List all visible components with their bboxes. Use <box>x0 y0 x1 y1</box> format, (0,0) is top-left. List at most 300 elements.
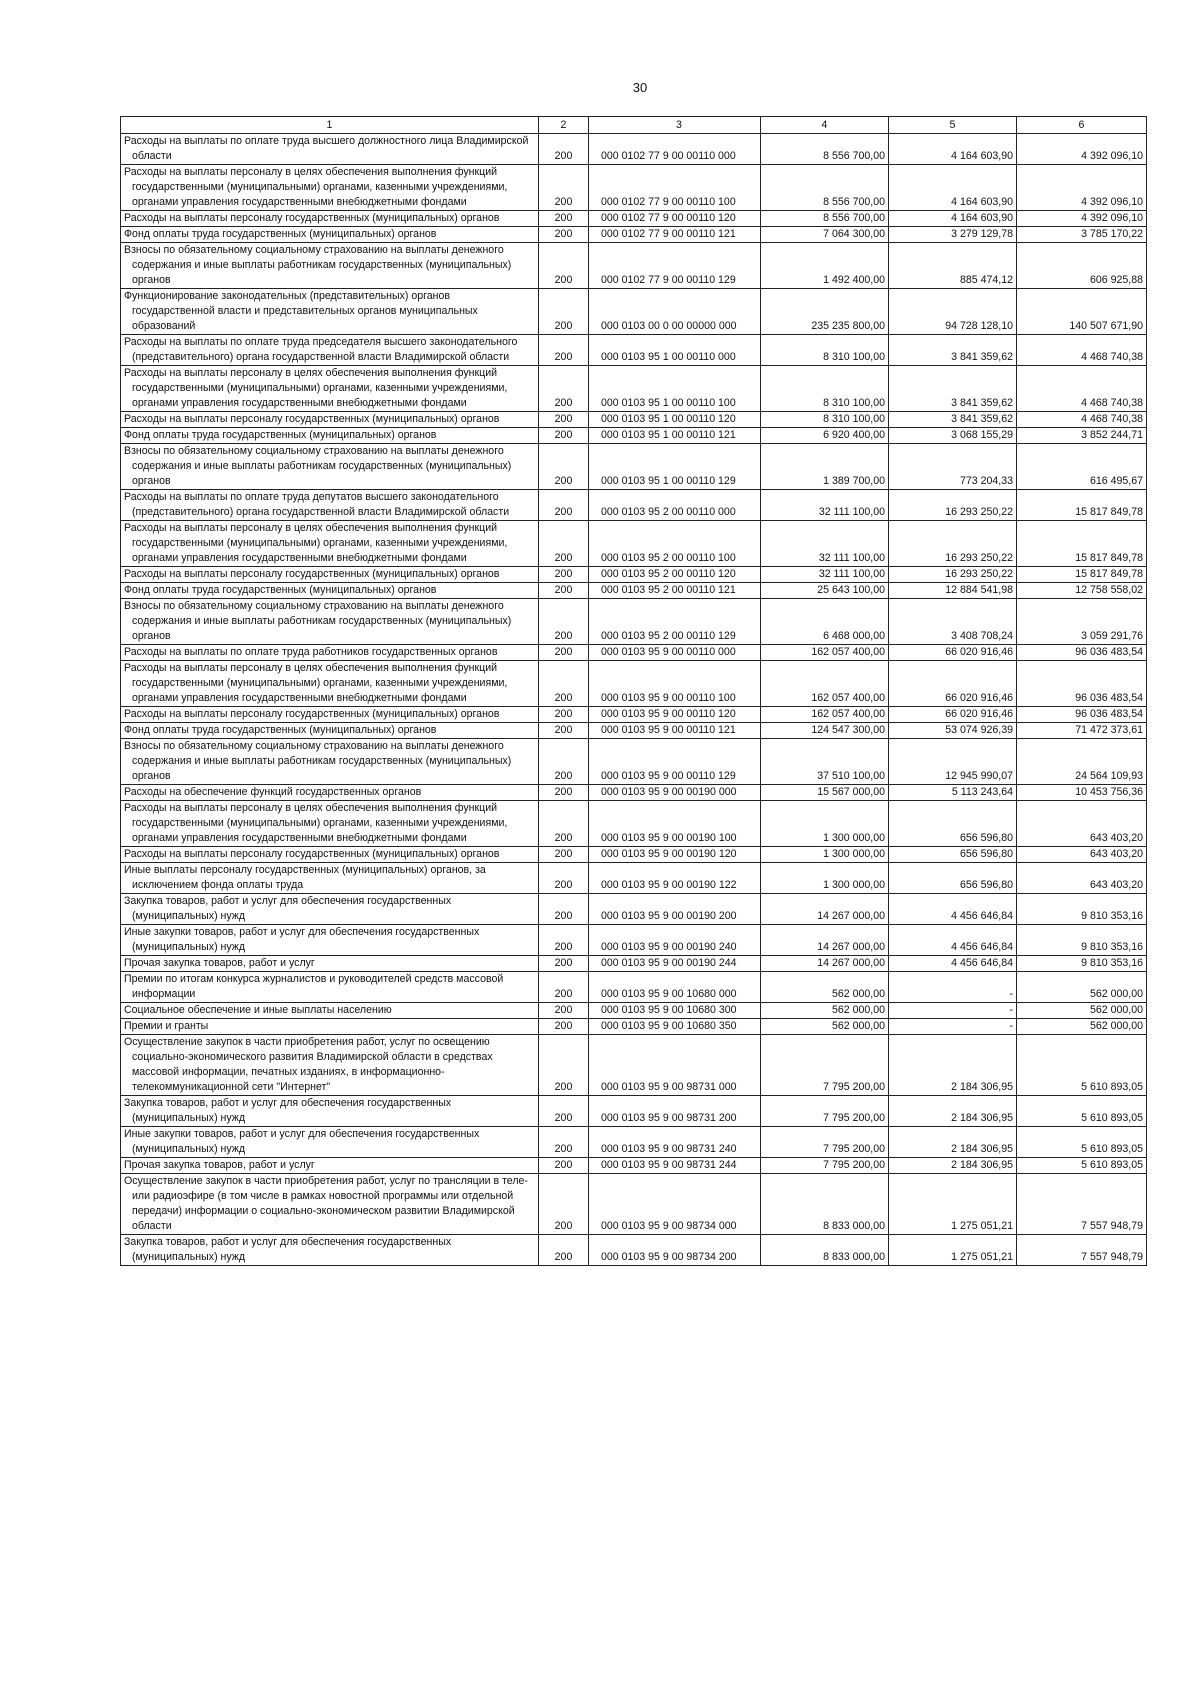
line-code: 200 <box>539 956 589 972</box>
executed-amount: 3 408 708,24 <box>889 599 1017 645</box>
expense-name <box>121 925 539 956</box>
approved-amount: 1 300 000,00 <box>761 863 889 894</box>
table-row <box>121 661 1147 707</box>
executed-amount: - <box>889 1003 1017 1019</box>
approved-amount: 37 510 100,00 <box>761 739 889 785</box>
budget-classification-code: 000 0103 95 9 00 98734 000 <box>589 1174 761 1235</box>
expense-name <box>121 211 539 227</box>
approved-amount: 562 000,00 <box>761 972 889 1003</box>
table-row <box>121 412 1147 428</box>
expense-name-text: Иные выплаты персоналу государственных (муниципальных) органов, за исключением фонда оплаты труда <box>124 864 486 891</box>
expense-name <box>121 1035 539 1096</box>
budget-classification-code: 000 0103 95 2 00 00110 120 <box>589 567 761 583</box>
expense-name-text: Расходы на выплаты персоналу государственных (муниципальных) органов <box>124 568 500 580</box>
column-number: 2 <box>539 117 589 134</box>
unexecuted-amount: 9 810 353,16 <box>1017 956 1147 972</box>
table-row <box>121 1035 1147 1096</box>
expense-name <box>121 1127 539 1158</box>
executed-amount: 4 456 646,84 <box>889 894 1017 925</box>
expense-name <box>121 707 539 723</box>
table-row <box>121 444 1147 490</box>
unexecuted-amount: 3 852 244,71 <box>1017 428 1147 444</box>
table-row <box>121 894 1147 925</box>
executed-amount: 885 474,12 <box>889 243 1017 289</box>
expense-name-text: Иные закупки товаров, работ и услуг для обеспечения государственных (муниципальных) нужд <box>124 1128 480 1155</box>
budget-table <box>120 116 1147 1266</box>
expense-name-text: Осуществление закупок в части приобретения работ, услуг по освещению социально-экономического развития Владимирской области в средствах массовой информации, печатных изданиях, в информационно-телекоммуникационной сети "Интернет" <box>124 1036 493 1093</box>
approved-amount: 32 111 100,00 <box>761 567 889 583</box>
table-row <box>121 1174 1147 1235</box>
unexecuted-amount: 643 403,20 <box>1017 847 1147 863</box>
table-row <box>121 243 1147 289</box>
table-row <box>121 227 1147 243</box>
line-code: 200 <box>539 490 589 521</box>
line-code: 200 <box>539 785 589 801</box>
expense-name <box>121 412 539 428</box>
unexecuted-amount: 15 817 849,78 <box>1017 521 1147 567</box>
table-row <box>121 583 1147 599</box>
budget-classification-code: 000 0103 95 2 00 00110 129 <box>589 599 761 645</box>
table-row <box>121 490 1147 521</box>
expense-name <box>121 645 539 661</box>
line-code: 200 <box>539 661 589 707</box>
approved-amount: 7 795 200,00 <box>761 1035 889 1096</box>
expense-name-text: Премии по итогам конкурса журналистов и руководителей средств массовой информации <box>124 973 504 1000</box>
executed-amount: 656 596,80 <box>889 847 1017 863</box>
unexecuted-amount: 562 000,00 <box>1017 1003 1147 1019</box>
budget-classification-code: 000 0102 77 9 00 00110 000 <box>589 134 761 165</box>
executed-amount: 94 728 128,10 <box>889 289 1017 335</box>
line-code: 200 <box>539 366 589 412</box>
unexecuted-amount: 24 564 109,93 <box>1017 739 1147 785</box>
executed-amount: 2 184 306,95 <box>889 1158 1017 1174</box>
line-code: 200 <box>539 723 589 739</box>
budget-classification-code: 000 0103 00 0 00 00000 000 <box>589 289 761 335</box>
approved-amount: 14 267 000,00 <box>761 956 889 972</box>
approved-amount: 8 310 100,00 <box>761 335 889 366</box>
unexecuted-amount: 3 059 291,76 <box>1017 599 1147 645</box>
unexecuted-amount: 96 036 483,54 <box>1017 707 1147 723</box>
approved-amount: 162 057 400,00 <box>761 707 889 723</box>
expense-name <box>121 289 539 335</box>
unexecuted-amount: 7 557 948,79 <box>1017 1235 1147 1266</box>
executed-amount: 3 841 359,62 <box>889 335 1017 366</box>
expense-name <box>121 567 539 583</box>
table-row <box>121 847 1147 863</box>
column-number: 4 <box>761 117 889 134</box>
expense-name-text: Расходы на выплаты персоналу государственных (муниципальных) органов <box>124 212 500 224</box>
expense-name-text: Расходы на выплаты персоналу государственных (муниципальных) органов <box>124 708 500 720</box>
expense-name <box>121 863 539 894</box>
line-code: 200 <box>539 707 589 723</box>
approved-amount: 8 556 700,00 <box>761 134 889 165</box>
column-number: 3 <box>589 117 761 134</box>
budget-classification-code: 000 0103 95 9 00 00190 122 <box>589 863 761 894</box>
line-code: 200 <box>539 1127 589 1158</box>
expense-name-text: Взносы по обязательному социальному страхованию на выплаты денежного содержания и иные выплаты работникам государственных (муниципальных) органов <box>124 244 512 286</box>
expense-name-text: Закупка товаров, работ и услуг для обеспечения государственных (муниципальных) нужд <box>124 895 452 922</box>
expense-name <box>121 1174 539 1235</box>
executed-amount: 1 275 051,21 <box>889 1235 1017 1266</box>
budget-classification-code: 000 0103 95 9 00 00110 129 <box>589 739 761 785</box>
unexecuted-amount: 96 036 483,54 <box>1017 661 1147 707</box>
expense-name <box>121 444 539 490</box>
executed-amount: 4 164 603,90 <box>889 165 1017 211</box>
line-code: 200 <box>539 1019 589 1035</box>
unexecuted-amount: 7 557 948,79 <box>1017 1174 1147 1235</box>
budget-classification-code: 000 0103 95 9 00 10680 300 <box>589 1003 761 1019</box>
approved-amount: 15 567 000,00 <box>761 785 889 801</box>
budget-classification-code: 000 0103 95 9 00 98734 200 <box>589 1235 761 1266</box>
budget-classification-code: 000 0103 95 2 00 00110 000 <box>589 490 761 521</box>
expense-name <box>121 134 539 165</box>
table-row <box>121 567 1147 583</box>
approved-amount: 1 300 000,00 <box>761 801 889 847</box>
line-code: 200 <box>539 428 589 444</box>
budget-classification-code: 000 0103 95 2 00 00110 121 <box>589 583 761 599</box>
executed-amount: - <box>889 1019 1017 1035</box>
unexecuted-amount: 71 472 373,61 <box>1017 723 1147 739</box>
budget-classification-code: 000 0103 95 9 00 00110 120 <box>589 707 761 723</box>
budget-classification-code: 000 0103 95 9 00 00190 000 <box>589 785 761 801</box>
line-code: 200 <box>539 165 589 211</box>
expense-name-text: Расходы на выплаты персоналу в целях обеспечения выполнения функций государственными (муниципальными) органами, казенными учреждениями, органами управления государственными внебюджетными фондами <box>124 662 508 704</box>
expense-name-text: Расходы на выплаты персоналу в целях обеспечения выполнения функций государственными (муниципальными) органами, казенными учреждениями, органами управления государственными внебюджетными фондами <box>124 522 508 564</box>
expense-name-text: Взносы по обязательному социальному страхованию на выплаты денежного содержания и иные выплаты работникам государственных (муниципальных) органов <box>124 600 512 642</box>
budget-classification-code: 000 0103 95 9 00 00190 100 <box>589 801 761 847</box>
line-code: 200 <box>539 583 589 599</box>
table-row <box>121 1096 1147 1127</box>
expense-name-text: Взносы по обязательному социальному страхованию на выплаты денежного содержания и иные выплаты работникам государственных (муниципальных) органов <box>124 740 512 782</box>
unexecuted-amount: 9 810 353,16 <box>1017 894 1147 925</box>
column-number: 5 <box>889 117 1017 134</box>
expense-name-text: Закупка товаров, работ и услуг для обеспечения государственных (муниципальных) нужд <box>124 1097 452 1124</box>
expense-name <box>121 490 539 521</box>
line-code: 200 <box>539 289 589 335</box>
expense-name <box>121 227 539 243</box>
executed-amount: 4 164 603,90 <box>889 211 1017 227</box>
expense-name <box>121 1235 539 1266</box>
approved-amount: 14 267 000,00 <box>761 894 889 925</box>
line-code: 200 <box>539 847 589 863</box>
executed-amount: 66 020 916,46 <box>889 707 1017 723</box>
expense-name-text: Расходы на выплаты персоналу в целях обеспечения выполнения функций государственными (муниципальными) органами, казенными учреждениями, органами управления государственными внебюджетными фондами <box>124 166 508 208</box>
line-code: 200 <box>539 863 589 894</box>
table-row <box>121 956 1147 972</box>
budget-classification-code: 000 0103 95 1 00 00110 121 <box>589 428 761 444</box>
line-code: 200 <box>539 801 589 847</box>
table-row <box>121 599 1147 645</box>
line-code: 200 <box>539 645 589 661</box>
line-code: 200 <box>539 567 589 583</box>
executed-amount: 12 945 990,07 <box>889 739 1017 785</box>
budget-classification-code: 000 0103 95 1 00 00110 000 <box>589 335 761 366</box>
approved-amount: 6 920 400,00 <box>761 428 889 444</box>
expense-name-text: Премии и гранты <box>124 1020 209 1032</box>
budget-classification-code: 000 0103 95 2 00 00110 100 <box>589 521 761 567</box>
column-number: 6 <box>1017 117 1147 134</box>
table-row <box>121 925 1147 956</box>
unexecuted-amount: 9 810 353,16 <box>1017 925 1147 956</box>
approved-amount: 162 057 400,00 <box>761 645 889 661</box>
approved-amount: 7 795 200,00 <box>761 1127 889 1158</box>
line-code: 200 <box>539 1158 589 1174</box>
line-code: 200 <box>539 521 589 567</box>
budget-classification-code: 000 0103 95 1 00 00110 100 <box>589 366 761 412</box>
table-row <box>121 335 1147 366</box>
expense-name-text: Расходы на выплаты персоналу в целях обеспечения выполнения функций государственными (муниципальными) органами, казенными учреждениями, органами управления государственными внебюджетными фондами <box>124 367 508 409</box>
executed-amount: 4 164 603,90 <box>889 134 1017 165</box>
unexecuted-amount: 15 817 849,78 <box>1017 567 1147 583</box>
expense-name-text: Закупка товаров, работ и услуг для обеспечения государственных (муниципальных) нужд <box>124 1236 452 1263</box>
unexecuted-amount: 4 392 096,10 <box>1017 165 1147 211</box>
approved-amount: 1 492 400,00 <box>761 243 889 289</box>
executed-amount: 2 184 306,95 <box>889 1035 1017 1096</box>
table-row <box>121 1127 1147 1158</box>
column-number: 1 <box>121 117 539 134</box>
executed-amount: 16 293 250,22 <box>889 567 1017 583</box>
expense-name <box>121 599 539 645</box>
table-row <box>121 521 1147 567</box>
budget-classification-code: 000 0103 95 1 00 00110 129 <box>589 444 761 490</box>
expense-name <box>121 366 539 412</box>
expense-name-text: Расходы на выплаты по оплате труда председателя высшего законодательного (представительного) органа государственной власти Владимирской области <box>124 336 518 363</box>
unexecuted-amount: 562 000,00 <box>1017 1019 1147 1035</box>
expense-name-text: Фонд оплаты труда государственных (муниципальных) органов <box>124 584 437 596</box>
expense-name <box>121 428 539 444</box>
executed-amount: 66 020 916,46 <box>889 661 1017 707</box>
expense-name-text: Фонд оплаты труда государственных (муниципальных) органов <box>124 429 437 441</box>
expense-name <box>121 335 539 366</box>
table-row <box>121 211 1147 227</box>
expense-name <box>121 801 539 847</box>
executed-amount: 53 074 926,39 <box>889 723 1017 739</box>
approved-amount: 8 556 700,00 <box>761 165 889 211</box>
expense-name <box>121 972 539 1003</box>
executed-amount: 2 184 306,95 <box>889 1096 1017 1127</box>
expense-name <box>121 739 539 785</box>
expense-name-text: Функционирование законодательных (представительных) органов государственной власти и представительных органов муниципальных образований <box>124 290 478 332</box>
table-row <box>121 785 1147 801</box>
unexecuted-amount: 3 785 170,22 <box>1017 227 1147 243</box>
unexecuted-amount: 606 925,88 <box>1017 243 1147 289</box>
expense-name-text: Расходы на выплаты по оплате труда работников государственных органов <box>124 646 498 658</box>
table-row <box>121 801 1147 847</box>
executed-amount: 12 884 541,98 <box>889 583 1017 599</box>
budget-classification-code: 000 0103 95 9 00 10680 000 <box>589 972 761 1003</box>
table-row <box>121 428 1147 444</box>
line-code: 200 <box>539 1035 589 1096</box>
executed-amount: 3 841 359,62 <box>889 366 1017 412</box>
budget-classification-code: 000 0103 95 9 00 00110 100 <box>589 661 761 707</box>
expense-name-text: Прочая закупка товаров, работ и услуг <box>124 1159 315 1171</box>
approved-amount: 8 833 000,00 <box>761 1235 889 1266</box>
approved-amount: 235 235 800,00 <box>761 289 889 335</box>
expense-name-text: Взносы по обязательному социальному страхованию на выплаты денежного содержания и иные выплаты работникам государственных (муниципальных) органов <box>124 445 512 487</box>
approved-amount: 25 643 100,00 <box>761 583 889 599</box>
table-row <box>121 863 1147 894</box>
expense-name <box>121 956 539 972</box>
table-row <box>121 134 1147 165</box>
budget-classification-code: 000 0103 95 9 00 98731 240 <box>589 1127 761 1158</box>
expense-name-text: Прочая закупка товаров, работ и услуг <box>124 957 315 969</box>
expense-name <box>121 1003 539 1019</box>
unexecuted-amount: 96 036 483,54 <box>1017 645 1147 661</box>
expense-name-text: Расходы на выплаты персоналу в целях обеспечения выполнения функций государственными (муниципальными) органами, казенными учреждениями, органами управления государственными внебюджетными фондами <box>124 802 508 844</box>
table-row <box>121 1158 1147 1174</box>
table-row <box>121 366 1147 412</box>
expense-name <box>121 165 539 211</box>
budget-classification-code: 000 0103 95 9 00 98731 244 <box>589 1158 761 1174</box>
executed-amount: 3 279 129,78 <box>889 227 1017 243</box>
line-code: 200 <box>539 243 589 289</box>
executed-amount: 773 204,33 <box>889 444 1017 490</box>
line-code: 200 <box>539 211 589 227</box>
approved-amount: 1 300 000,00 <box>761 847 889 863</box>
executed-amount: 16 293 250,22 <box>889 521 1017 567</box>
approved-amount: 562 000,00 <box>761 1019 889 1035</box>
budget-classification-code: 000 0103 95 9 00 00190 120 <box>589 847 761 863</box>
budget-classification-code: 000 0103 95 9 00 00190 244 <box>589 956 761 972</box>
expense-name-text: Иные закупки товаров, работ и услуг для обеспечения государственных (муниципальных) нужд <box>124 926 480 953</box>
executed-amount: 4 456 646,84 <box>889 925 1017 956</box>
approved-amount: 7 064 300,00 <box>761 227 889 243</box>
expense-name <box>121 894 539 925</box>
table-row <box>121 707 1147 723</box>
line-code: 200 <box>539 1096 589 1127</box>
line-code: 200 <box>539 444 589 490</box>
executed-amount: 16 293 250,22 <box>889 490 1017 521</box>
executed-amount: 3 068 155,29 <box>889 428 1017 444</box>
expense-name <box>121 785 539 801</box>
expense-name <box>121 1158 539 1174</box>
expense-name <box>121 847 539 863</box>
executed-amount: 66 020 916,46 <box>889 645 1017 661</box>
unexecuted-amount: 643 403,20 <box>1017 863 1147 894</box>
budget-classification-code: 000 0103 95 9 00 10680 350 <box>589 1019 761 1035</box>
line-code: 200 <box>539 227 589 243</box>
expense-name-text: Расходы на выплаты персоналу государственных (муниципальных) органов <box>124 413 500 425</box>
executed-amount: 656 596,80 <box>889 801 1017 847</box>
executed-amount: 3 841 359,62 <box>889 412 1017 428</box>
approved-amount: 162 057 400,00 <box>761 661 889 707</box>
expense-name-text: Фонд оплаты труда государственных (муниципальных) органов <box>124 228 437 240</box>
approved-amount: 14 267 000,00 <box>761 925 889 956</box>
line-code: 200 <box>539 972 589 1003</box>
budget-classification-code: 000 0103 95 9 00 98731 000 <box>589 1035 761 1096</box>
table-row <box>121 739 1147 785</box>
column-number-row <box>121 117 1147 134</box>
unexecuted-amount: 4 392 096,10 <box>1017 211 1147 227</box>
unexecuted-amount: 10 453 756,36 <box>1017 785 1147 801</box>
expense-name <box>121 521 539 567</box>
line-code: 200 <box>539 412 589 428</box>
line-code: 200 <box>539 335 589 366</box>
approved-amount: 7 795 200,00 <box>761 1158 889 1174</box>
approved-amount: 124 547 300,00 <box>761 723 889 739</box>
line-code: 200 <box>539 1003 589 1019</box>
expense-name-text: Расходы на выплаты персоналу государственных (муниципальных) органов <box>124 848 500 860</box>
table-row <box>121 1235 1147 1266</box>
line-code: 200 <box>539 1235 589 1266</box>
approved-amount: 7 795 200,00 <box>761 1096 889 1127</box>
page-number: 30 <box>632 80 648 95</box>
approved-amount: 8 310 100,00 <box>761 412 889 428</box>
approved-amount: 8 556 700,00 <box>761 211 889 227</box>
table-row <box>121 289 1147 335</box>
executed-amount: 656 596,80 <box>889 863 1017 894</box>
budget-classification-code: 000 0103 95 9 00 00190 240 <box>589 925 761 956</box>
budget-classification-code: 000 0103 95 9 00 00110 121 <box>589 723 761 739</box>
executed-amount: - <box>889 972 1017 1003</box>
unexecuted-amount: 15 817 849,78 <box>1017 490 1147 521</box>
table-row <box>121 165 1147 211</box>
unexecuted-amount: 12 758 558,02 <box>1017 583 1147 599</box>
executed-amount: 5 113 243,64 <box>889 785 1017 801</box>
expense-name-text: Расходы на выплаты по оплате труда высшего должностного лица Владимирской области <box>124 135 529 162</box>
table-row <box>121 1003 1147 1019</box>
expense-name <box>121 243 539 289</box>
budget-classification-code: 000 0102 77 9 00 00110 129 <box>589 243 761 289</box>
budget-classification-code: 000 0102 77 9 00 00110 120 <box>589 211 761 227</box>
line-code: 200 <box>539 894 589 925</box>
budget-classification-code: 000 0103 95 9 00 98731 200 <box>589 1096 761 1127</box>
budget-classification-code: 000 0103 95 9 00 00110 000 <box>589 645 761 661</box>
expense-name <box>121 1096 539 1127</box>
expense-name-text: Расходы на обеспечение функций государственных органов <box>124 786 422 798</box>
table-row <box>121 723 1147 739</box>
approved-amount: 6 468 000,00 <box>761 599 889 645</box>
line-code: 200 <box>539 599 589 645</box>
expense-name <box>121 723 539 739</box>
unexecuted-amount: 4 468 740,38 <box>1017 366 1147 412</box>
budget-classification-code: 000 0102 77 9 00 00110 121 <box>589 227 761 243</box>
unexecuted-amount: 4 392 096,10 <box>1017 134 1147 165</box>
approved-amount: 1 389 700,00 <box>761 444 889 490</box>
expense-name-text: Социальное обеспечение и иные выплаты населению <box>124 1004 392 1016</box>
expense-name <box>121 1019 539 1035</box>
unexecuted-amount: 4 468 740,38 <box>1017 412 1147 428</box>
unexecuted-amount: 5 610 893,05 <box>1017 1127 1147 1158</box>
line-code: 200 <box>539 925 589 956</box>
unexecuted-amount: 5 610 893,05 <box>1017 1096 1147 1127</box>
budget-classification-code: 000 0103 95 9 00 00190 200 <box>589 894 761 925</box>
line-code: 200 <box>539 739 589 785</box>
table-row <box>121 972 1147 1003</box>
expense-name-text: Расходы на выплаты по оплате труда депутатов высшего законодательного (представительного) органа государственной власти Владимирской области <box>124 491 510 518</box>
approved-amount: 562 000,00 <box>761 1003 889 1019</box>
approved-amount: 8 310 100,00 <box>761 366 889 412</box>
line-code: 200 <box>539 1174 589 1235</box>
expense-name-text: Осуществление закупок в части приобретения работ, услуг по трансляции в теле- или радиоэфире (в том числе в рамках новостной программы или отдельной передачи) информации о социально-экономическом развитии Владимирской области <box>124 1175 528 1232</box>
executed-amount: 1 275 051,21 <box>889 1174 1017 1235</box>
expense-name <box>121 583 539 599</box>
approved-amount: 32 111 100,00 <box>761 521 889 567</box>
executed-amount: 4 456 646,84 <box>889 956 1017 972</box>
unexecuted-amount: 643 403,20 <box>1017 801 1147 847</box>
unexecuted-amount: 4 468 740,38 <box>1017 335 1147 366</box>
expense-name-text: Фонд оплаты труда государственных (муниципальных) органов <box>124 724 437 736</box>
table-row <box>121 645 1147 661</box>
unexecuted-amount: 616 495,67 <box>1017 444 1147 490</box>
unexecuted-amount: 140 507 671,90 <box>1017 289 1147 335</box>
approved-amount: 8 833 000,00 <box>761 1174 889 1235</box>
budget-classification-code: 000 0102 77 9 00 00110 100 <box>589 165 761 211</box>
approved-amount: 32 111 100,00 <box>761 490 889 521</box>
unexecuted-amount: 562 000,00 <box>1017 972 1147 1003</box>
unexecuted-amount: 5 610 893,05 <box>1017 1158 1147 1174</box>
line-code: 200 <box>539 134 589 165</box>
